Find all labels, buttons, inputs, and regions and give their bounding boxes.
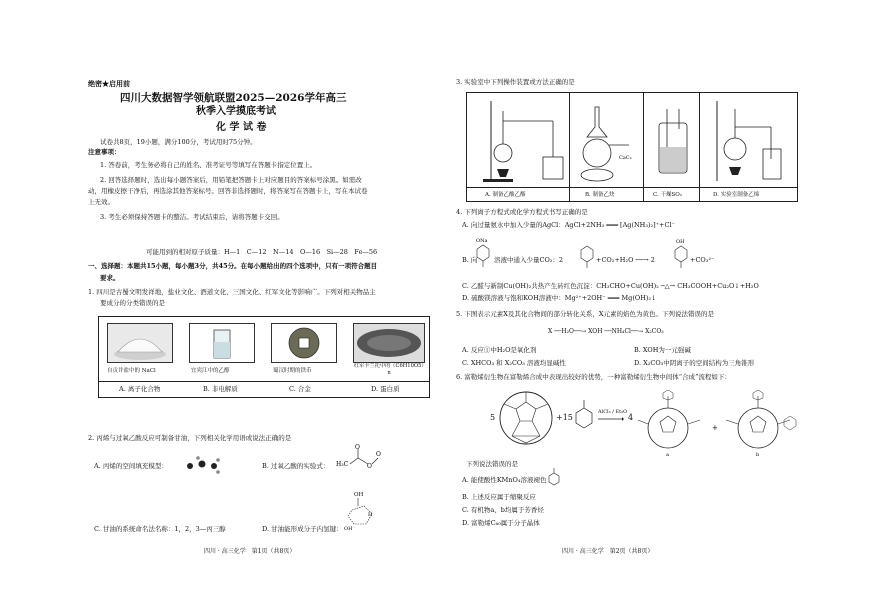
q6-coefficient-15: +15 [556, 413, 573, 422]
q2-option-c: C. 甘油的系统命名法名称：1，2，3—丙三醇 [94, 525, 226, 533]
toluene-structure-icon [574, 400, 594, 430]
question-3: 3. 实验室中下列操作装置或方法正确的是 [456, 78, 575, 86]
q5-option-a: A. 反应①中H₂O是氧化剂 [462, 346, 537, 354]
svg-text:H: H [368, 512, 373, 518]
note-1: 1. 答卷前，考生务必将自己的姓名、准考证号等填写在答题卡指定位置上。 [100, 161, 317, 169]
exam-title-line1: 四川大数据智学领航联盟2025—2026学年高三 [120, 92, 347, 104]
page-1 [86, 70, 476, 590]
q4-option-a: A. 向过量氨水中加入少量的AgCl：AgCl+2NH₃ ═══ [Ag(NH₃)₂]⁺+Cl⁻ [462, 221, 675, 229]
section-1-heading: 一、选择题：本题共15小题，每小题3分，共45分。在每小题给出的四个选项中，只有一项符合题目 [88, 262, 378, 270]
q5-option-d: D. X₂CO₃中阴离子的空间结构为三角锥形 [634, 359, 755, 367]
page-1-footer: 四川 · 高三化学 第1页（共8页） [204, 548, 296, 555]
q6-option-a: A. 能使酸性KMnO₄溶液褪色 [462, 476, 547, 484]
q1-caption-c: 蜀汉时期的铁币 [273, 368, 312, 374]
section-1-heading-cont: 要求。 [100, 274, 120, 282]
q2-option-d: D. 甘油能形成分子内氢键： [262, 525, 343, 533]
q3-apparatus-table [466, 92, 798, 202]
q6-coefficient-4: 4 [628, 413, 634, 422]
cresol-structure-icon [674, 238, 688, 268]
propene-model-icon [184, 456, 224, 476]
q3-option-b: B. 制备乙炔 [585, 192, 615, 198]
q1-option-d: D. 蛋白质 [371, 385, 400, 393]
confidential-label: 绝密★启用前 [88, 79, 130, 88]
q5-scheme: X ──H₂O──→ XOH ──NH₄Cl──→ X₂CO₃ [548, 328, 664, 335]
q4-option-d: D. 硫酸镁溶液与饱和KOH溶液中：Mg²⁺+2OH⁻ ═══ Mg(OH)₂↓ [462, 294, 657, 302]
note-2c: 上无效。 [88, 198, 114, 206]
note-3: 3. 考生必须保持答题卡的整洁。考试结束后，请将答题卡交回。 [100, 213, 284, 221]
svg-text:OH: OH [676, 239, 685, 245]
q3-option-d: D. 实验室制备乙烯 [713, 192, 760, 198]
exam-meta: 试卷共8页，19小题，满分100分，考试用时75分钟。 [100, 138, 257, 146]
q6-coefficient-5: 5 [490, 413, 496, 422]
acetylene-apparatus-icon [575, 97, 641, 185]
question-2: 2. 丙烯与过氧乙酸反应可制备甘油，下列相关化学用语或说法正确的是 [88, 434, 292, 442]
notes-heading: 注意事项： [88, 148, 121, 156]
sodium-phenoxide-structure-icon [476, 236, 490, 268]
note-2a: 2. 回答选择题时，选出每小题答案后，用铅笔把答题卡上对应题目的答案标号涂黑。如需改 [100, 176, 362, 184]
q4-option-b-prefix: B. 向 [462, 256, 478, 264]
svg-text:b: b [756, 452, 760, 458]
q6-option-d: D. 富勒烯C₆₀属于分子晶体 [462, 519, 540, 527]
svg-text:H₃C: H₃C [336, 461, 349, 468]
question-5: 5. 下图表示元素X及其化合物间的部分转化关系，X元素的焰色为黄色。下列说法错误的是 [456, 310, 715, 318]
ethylene-apparatus-icon [705, 97, 793, 185]
q2-option-a: A. 丙烯的空间填充模型： [94, 462, 168, 470]
q1-option-a: A. 离子化合物 [119, 385, 161, 393]
q4-option-b-tail: +CO₃²⁻ [690, 256, 715, 264]
question-1-cont: 要成分的分类错误的是 [100, 299, 165, 307]
fullerene-derivative-products-icon [638, 390, 808, 460]
q1-option-b: B. 非电解质 [203, 385, 238, 393]
exam-title-line2: 秋季入学摸底考试 [196, 106, 276, 117]
q5-option-b: B. XOH为一元强碱 [634, 346, 691, 354]
toluene-small-icon [548, 468, 560, 486]
ester-apparatus-icon [473, 97, 567, 185]
svg-text:OH: OH [344, 526, 353, 532]
note-2b: 动，用橡皮擦干净后，再选涂其他答案标号。回答非选择题时，将答案写在答题卡上，写在本试卷 [88, 187, 368, 195]
fullerene-c60-icon [498, 390, 554, 446]
svg-text:CaC₂: CaC₂ [619, 155, 632, 161]
question-4: 4. 下列离子方程式或化学方程式书写正确的是 [456, 208, 588, 216]
q3-option-c: C. 干燥SO₂ [653, 192, 682, 198]
glycerol-hbond-structure-icon [344, 490, 384, 536]
question-6: 6. 富勒烯衍生物在富勒烯合成中表现出较好的优势，一种富勒烯衍生物中间体“合成”流程如下： [456, 373, 731, 381]
q1-caption-d: 红军卡兰托中的（C6H10O5）n [353, 363, 425, 376]
q3-option-a: A. 制备乙酸乙酯 [485, 192, 526, 198]
phenoxide-structure-icon [580, 242, 594, 268]
textile-image [353, 323, 425, 363]
svg-text:ONa: ONa [476, 238, 488, 244]
svg-text:+: + [712, 424, 718, 432]
coin-image [271, 323, 337, 363]
q6-option-c: C. 有机物a、b均属于芳香烃 [462, 506, 544, 514]
q6-reaction-condition: AlCl₃ / Et₂O [598, 409, 628, 415]
q1-caption-a: 自贡井盐中的 NaCl [107, 368, 156, 374]
svg-text:OH: OH [354, 492, 364, 498]
svg-text:O: O [355, 444, 360, 451]
page-2 [452, 70, 842, 590]
salt-image [107, 323, 173, 363]
page-2-footer: 四川 · 高三化学 第2页（共8页） [562, 548, 654, 555]
q6-prompt: 下列说法错误的是 [466, 460, 518, 468]
q1-caption-b: 宜宾江中的乙醇 [191, 368, 230, 374]
q4-option-b-end: +CO₂+H₂O ──→ 2 [596, 256, 655, 264]
q2-option-b: B. 过氧乙酸的实验式： [262, 462, 330, 470]
q4-option-b-mid: 溶液中通入少量CO₂：2 [494, 256, 564, 264]
q4-option-c: C. 乙醛与新制Cu(OH)₂共热产生砖红色沉淀：CH₃CHO+Cu(OH)₂ ─△→ CH₃COOH+Cu₂O↓+H₂O [462, 282, 759, 290]
liquor-glass-image [189, 323, 255, 363]
svg-text:a: a [666, 452, 669, 458]
atomic-mass-line: 可能用到的相对原子质量：H—1 C—12 N—14 O—16 Si—28 Fe—56 [146, 248, 378, 256]
q6-option-b: B. 上述反应属于缩聚反应 [462, 493, 536, 501]
q5-option-c: C. XHCO₃ 和 X₂CO₃ 溶液均显碱性 [462, 359, 566, 367]
svg-text:O: O [367, 463, 372, 470]
q1-image-table [98, 316, 430, 398]
reaction-arrow-icon [598, 417, 624, 421]
question-1: 1. 四川是古蜀文明发祥地，盐业文化、酒道文化、三国文化、红军文化等影响广。下列对相关物品主 [88, 288, 376, 296]
gas-drying-bottle-icon [651, 103, 695, 185]
q1-option-c: C. 合金 [289, 385, 311, 393]
peracetic-acid-structure-icon [336, 446, 386, 476]
subject-title: 化 学 试 卷 [216, 122, 267, 133]
svg-text:O: O [376, 451, 381, 458]
